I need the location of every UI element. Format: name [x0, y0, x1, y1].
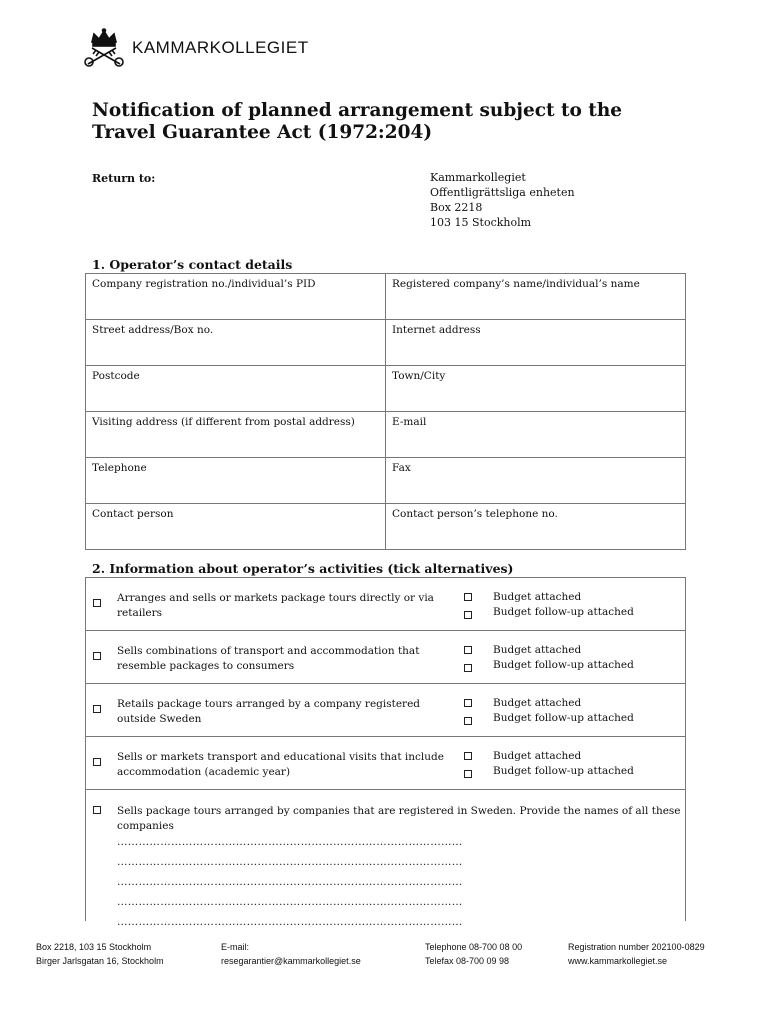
company-name-line[interactable]: …………………………………………………………………………………… [117, 836, 463, 848]
budget-followup-label: Budget follow-up attached [493, 659, 634, 671]
address-line: Offentligrättsliga enheten [430, 186, 575, 199]
footer-website-link[interactable]: www.kammarkollegiet.se [568, 956, 668, 966]
logo-text: KAMMARKOLLEGIET [132, 38, 309, 57]
field-internet-address[interactable]: Internet address [386, 320, 686, 366]
footer-email-link[interactable]: resegarantier@kammarkollegiet.se [221, 956, 361, 966]
budget-followup-checkbox[interactable] [464, 664, 472, 672]
field-street-address[interactable]: Street address/Box no. [86, 320, 386, 366]
budget-label: Budget attached [493, 750, 582, 762]
activities-table [85, 577, 686, 928]
footer-line: Telephone 08-700 08 00 [425, 942, 523, 952]
activity-checkbox[interactable] [93, 806, 101, 814]
budget-label: Budget attached [493, 591, 582, 603]
company-name-line[interactable]: …………………………………………………………………………………… [117, 856, 463, 868]
activity-checkbox[interactable] [93, 758, 101, 766]
activity-checkbox[interactable] [93, 705, 101, 713]
field-town-city[interactable]: Town/City [386, 366, 686, 412]
activity-label: Sells package tours arranged by companies that are registered in Sweden. Provide the names of all these companies [117, 805, 681, 832]
field-visiting-address[interactable]: Visiting address (if different from postal address) [86, 412, 386, 458]
activity-row [86, 631, 685, 684]
field-contact-person[interactable]: Contact person [86, 504, 386, 550]
activity-checkbox[interactable] [93, 652, 101, 660]
field-telephone[interactable]: Telephone [86, 458, 386, 504]
budget-label: Budget attached [493, 697, 582, 709]
budget-followup-checkbox[interactable] [464, 717, 472, 725]
footer-line: Box 2218, 103 15 Stockholm [36, 942, 152, 952]
activity-row [86, 684, 685, 737]
footer-line: Birger Jarlsgatan 16, Stockholm [36, 956, 164, 966]
budget-checkbox[interactable] [464, 699, 472, 707]
budget-checkbox[interactable] [464, 752, 472, 760]
budget-followup-checkbox[interactable] [464, 770, 472, 778]
section-1-heading: 1. Operator’s contact details [92, 257, 293, 272]
section-2-heading: 2. Information about operator’s activities (tick alternatives) [92, 561, 514, 576]
address-line: Box 2218 [430, 201, 483, 214]
footer-phone [425, 940, 522, 968]
activity-row-companies [86, 790, 685, 928]
company-name-line[interactable]: …………………………………………………………………………………… [117, 896, 463, 908]
field-fax[interactable]: Fax [386, 458, 686, 504]
footer-email [221, 940, 361, 968]
company-name-line[interactable]: …………………………………………………………………………………… [117, 916, 463, 928]
return-label: Return to: [92, 172, 156, 185]
footer-address [36, 940, 164, 968]
footer-line: E-mail: [221, 942, 250, 952]
activity-row [86, 578, 685, 631]
activity-label: Arranges and sells or markets package tours directly or via retailers [117, 592, 434, 619]
budget-followup-label: Budget follow-up attached [493, 712, 634, 724]
document-title: Notification of planned arrangement subject to the Travel Guarantee Act (1972:204) [92, 100, 623, 143]
activity-row [86, 737, 685, 790]
footer-line: Registration number 202100-0829 [568, 942, 705, 952]
logo [82, 28, 309, 68]
field-postcode[interactable]: Postcode [86, 366, 386, 412]
company-name-line[interactable]: …………………………………………………………………………………… [117, 876, 463, 888]
budget-checkbox[interactable] [464, 593, 472, 601]
field-company-registration[interactable]: Company registration no./individual’s PID [86, 274, 386, 320]
budget-followup-label: Budget follow-up attached [493, 765, 634, 777]
footer-registration [568, 940, 705, 968]
return-address [430, 170, 575, 230]
address-line: Kammarkollegiet [430, 171, 526, 184]
activity-label: Sells combinations of transport and accommodation that resemble packages to consumers [117, 645, 420, 672]
budget-checkbox[interactable] [464, 646, 472, 654]
budget-followup-checkbox[interactable] [464, 611, 472, 619]
activity-label: Retails package tours arranged by a company registered outside Sweden [117, 698, 421, 725]
field-company-name[interactable]: Registered company’s name/individual’s name [386, 274, 686, 320]
footer-line: Telefax 08-700 09 98 [425, 956, 510, 966]
activity-checkbox[interactable] [93, 599, 101, 607]
budget-followup-label: Budget follow-up attached [493, 606, 634, 618]
activity-label: Sells or markets transport and educational visits that include accommodation (academic year) [117, 751, 444, 778]
address-line: 103 15 Stockholm [430, 216, 532, 229]
contact-details-table [85, 273, 686, 550]
field-contact-telephone[interactable]: Contact person’s telephone no. [386, 504, 686, 550]
budget-label: Budget attached [493, 644, 582, 656]
crown-keys-icon [82, 28, 126, 68]
field-email[interactable]: E-mail [386, 412, 686, 458]
